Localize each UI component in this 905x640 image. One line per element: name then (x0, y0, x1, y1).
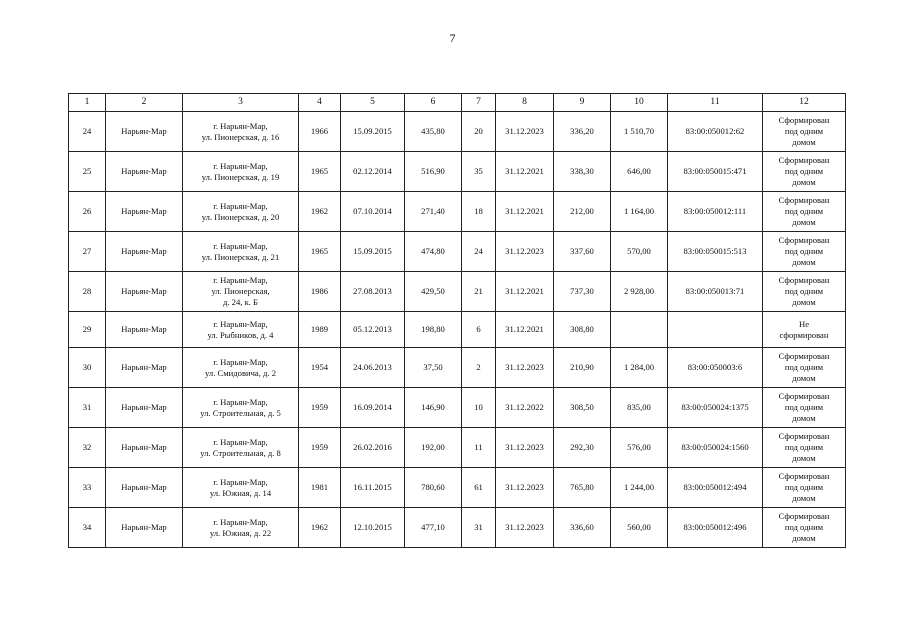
land-status-cell-line: домом (792, 217, 816, 227)
land-area-cell: 1 244,00 (611, 468, 668, 508)
land-status-cell-line: сформирован (779, 329, 829, 340)
build-year-cell: 1965 (299, 152, 341, 192)
land-status-cell-line: под одним (784, 246, 824, 256)
area-cell: 780,60 (405, 468, 462, 508)
row-number-cell: 27 (69, 232, 106, 272)
page-number: 7 (449, 31, 456, 45)
residents-count-cell: 6 (462, 312, 496, 348)
column-header: 9 (554, 94, 611, 112)
survey-date-cell: 26.02.2016 (341, 428, 405, 468)
cadastral-number-cell (668, 312, 763, 348)
land-status-cell-line: под одним (784, 402, 824, 412)
column-header: 8 (496, 94, 554, 112)
land-status-cell (763, 272, 846, 312)
address-cell-line: г. Нарьян-Мар, (213, 160, 268, 171)
column-header: 12 (763, 94, 846, 112)
land-status-cell-line: домом (792, 137, 816, 147)
address-cell-line: ул. Пионерская, д. 16 (201, 131, 280, 142)
column-header: 2 (106, 94, 183, 112)
address-cell-line: ул. Пионерская, д. 20 (201, 211, 280, 222)
land-status-cell-line: под одним (784, 522, 824, 532)
table-row (69, 428, 846, 468)
address-cell-line: ул. Строительная, д. 5 (200, 407, 281, 418)
land-area-cell: 835,00 (611, 388, 668, 428)
address-cell-line: ул. Пионерская, д. 21 (201, 251, 280, 262)
table-row (69, 348, 846, 388)
address-cell-line: г. Нарьян-Мар, (213, 200, 268, 211)
column-header: 11 (668, 94, 763, 112)
address-cell-line: г. Нарьян-Мар, (213, 436, 268, 447)
cadastral-number-cell: 83:00:050015:513 (668, 232, 763, 272)
build-year-cell: 1989 (299, 312, 341, 348)
survey-date-cell: 15.09.2015 (341, 232, 405, 272)
residents-count-cell: 35 (462, 152, 496, 192)
survey-date-cell: 02.12.2014 (341, 152, 405, 192)
land-status-cell-line: под одним (784, 166, 824, 176)
land-status-cell (763, 468, 846, 508)
table-row (69, 112, 846, 152)
land-area-cell (611, 312, 668, 348)
row-number-cell: 25 (69, 152, 106, 192)
planned-date-cell: 31.12.2023 (496, 348, 554, 388)
living-area-cell: 212,00 (554, 192, 611, 232)
survey-date-cell: 07.10.2014 (341, 192, 405, 232)
land-status-cell-line: под одним (784, 442, 824, 452)
land-status-cell-line: домом (792, 297, 816, 307)
land-status-cell-line: под одним (784, 286, 824, 296)
settlement-cell: Нарьян-Мар (106, 152, 183, 192)
table-row (69, 272, 846, 312)
address-cell (183, 508, 299, 548)
row-number-cell: 30 (69, 348, 106, 388)
area-cell: 429,50 (405, 272, 462, 312)
planned-date-cell: 31.12.2023 (496, 508, 554, 548)
land-area-cell: 1 164,00 (611, 192, 668, 232)
residents-count-cell: 31 (462, 508, 496, 548)
table-row (69, 192, 846, 232)
settlement-cell: Нарьян-Мар (106, 428, 183, 468)
living-area-cell: 308,50 (554, 388, 611, 428)
living-area-cell: 336,20 (554, 112, 611, 152)
land-status-cell-line: под одним (784, 482, 824, 492)
land-area-cell: 646,00 (611, 152, 668, 192)
settlement-cell: Нарьян-Мар (106, 232, 183, 272)
build-year-cell: 1959 (299, 388, 341, 428)
address-cell (183, 112, 299, 152)
column-header: 1 (69, 94, 106, 112)
survey-date-cell: 16.09.2014 (341, 388, 405, 428)
address-cell-line: д. 24, к. Б (223, 297, 258, 307)
land-status-cell-line: Сформирован (778, 351, 830, 361)
column-header: 10 (611, 94, 668, 112)
settlement-cell: Нарьян-Мар (106, 192, 183, 232)
land-status-cell (763, 348, 846, 388)
settlement-cell: Нарьян-Мар (106, 388, 183, 428)
residents-count-cell: 61 (462, 468, 496, 508)
row-number-cell: 31 (69, 388, 106, 428)
land-status-cell-line: Сформирован (778, 275, 830, 285)
land-status-cell-line: Сформирован (778, 235, 830, 245)
living-area-cell: 337,60 (554, 232, 611, 272)
land-status-cell-line: под одним (784, 126, 824, 136)
table-row (69, 468, 846, 508)
survey-date-cell: 15.09.2015 (341, 112, 405, 152)
address-cell-line: г. Нарьян-Мар, (213, 120, 268, 131)
address-cell-line: г. Нарьян-Мар, (213, 240, 268, 251)
land-status-cell-line: Не (798, 318, 810, 329)
land-status-cell-line: Сформирован (778, 195, 830, 205)
planned-date-cell: 31.12.2023 (496, 468, 554, 508)
living-area-cell: 737,30 (554, 272, 611, 312)
row-number-cell: 28 (69, 272, 106, 312)
table-row (69, 152, 846, 192)
residents-count-cell: 24 (462, 232, 496, 272)
land-status-cell-line: Сформирован (778, 471, 830, 481)
survey-date-cell: 27.08.2013 (341, 272, 405, 312)
address-cell-line: ул. Строительная, д. 8 (200, 447, 281, 458)
land-status-cell-line: домом (792, 257, 816, 267)
row-number-cell: 29 (69, 312, 106, 348)
area-cell: 474,80 (405, 232, 462, 272)
address-cell-line: г. Нарьян-Мар, (213, 396, 268, 407)
cadastral-number-cell: 83:00:050012:111 (668, 192, 763, 232)
land-status-cell (763, 232, 846, 272)
residents-count-cell: 20 (462, 112, 496, 152)
land-status-cell-line: под одним (784, 362, 824, 372)
land-status-cell-line: Сформирован (778, 115, 830, 125)
build-year-cell: 1959 (299, 428, 341, 468)
address-cell-line: ул. Смидовича, д. 2 (205, 367, 276, 378)
planned-date-cell: 31.12.2022 (496, 388, 554, 428)
column-header: 3 (183, 94, 299, 112)
address-cell-line: г. Нарьян-Мар, (213, 275, 268, 285)
land-status-cell-line: домом (792, 533, 816, 543)
residents-count-cell: 10 (462, 388, 496, 428)
land-status-cell-line: домом (792, 493, 816, 503)
survey-date-cell: 16.11.2015 (341, 468, 405, 508)
residents-count-cell: 2 (462, 348, 496, 388)
build-year-cell: 1954 (299, 348, 341, 388)
land-area-cell: 570,00 (611, 232, 668, 272)
settlement-cell: Нарьян-Мар (106, 272, 183, 312)
planned-date-cell: 31.12.2023 (496, 112, 554, 152)
land-status-cell-line: под одним (784, 206, 824, 216)
row-number-cell: 34 (69, 508, 106, 548)
address-cell (183, 312, 299, 348)
planned-date-cell: 31.12.2021 (496, 312, 554, 348)
row-number-cell: 24 (69, 112, 106, 152)
land-status-cell-line: домом (792, 177, 816, 187)
land-status-cell (763, 428, 846, 468)
settlement-cell: Нарьян-Мар (106, 312, 183, 348)
address-cell-line: ул. Пионерская, (211, 286, 270, 296)
table-header-row (69, 94, 846, 112)
cadastral-number-cell: 83:00:050015:471 (668, 152, 763, 192)
settlement-cell: Нарьян-Мар (106, 112, 183, 152)
address-cell (183, 428, 299, 468)
settlement-cell: Нарьян-Мар (106, 508, 183, 548)
planned-date-cell: 31.12.2021 (496, 152, 554, 192)
housing-registry-table (68, 93, 846, 548)
planned-date-cell: 31.12.2023 (496, 428, 554, 468)
land-status-cell-line: Сформирован (778, 431, 830, 441)
address-cell-line: г. Нарьян-Мар, (213, 476, 268, 487)
column-header: 5 (341, 94, 405, 112)
address-cell (183, 152, 299, 192)
cadastral-number-cell: 83:00:050013:71 (668, 272, 763, 312)
land-status-cell-line: домом (792, 413, 816, 423)
area-cell: 198,80 (405, 312, 462, 348)
address-cell-line: ул. Южная, д. 22 (209, 527, 272, 538)
area-cell: 477,10 (405, 508, 462, 548)
land-status-cell (763, 192, 846, 232)
land-area-cell: 560,00 (611, 508, 668, 548)
land-status-cell-line: домом (792, 453, 816, 463)
address-cell-line: г. Нарьян-Мар, (213, 318, 268, 329)
living-area-cell: 336,60 (554, 508, 611, 548)
row-number-cell: 26 (69, 192, 106, 232)
survey-date-cell: 24.06.2013 (341, 348, 405, 388)
land-status-cell (763, 508, 846, 548)
column-header: 6 (405, 94, 462, 112)
settlement-cell: Нарьян-Мар (106, 348, 183, 388)
residents-count-cell: 21 (462, 272, 496, 312)
address-cell (183, 272, 299, 312)
land-area-cell: 2 928,00 (611, 272, 668, 312)
planned-date-cell: 31.12.2021 (496, 272, 554, 312)
address-cell (183, 348, 299, 388)
area-cell: 146,90 (405, 388, 462, 428)
address-cell-line: ул. Пионерская, д. 19 (201, 171, 280, 182)
land-area-cell: 1 510,70 (611, 112, 668, 152)
cadastral-number-cell: 83:00:050024:1560 (668, 428, 763, 468)
row-number-cell: 32 (69, 428, 106, 468)
settlement-cell: Нарьян-Мар (106, 468, 183, 508)
table-body (69, 112, 846, 548)
address-cell (183, 468, 299, 508)
living-area-cell: 765,80 (554, 468, 611, 508)
build-year-cell: 1965 (299, 232, 341, 272)
area-cell: 37,50 (405, 348, 462, 388)
land-status-cell (763, 112, 846, 152)
address-cell-line: ул. Южная, д. 14 (209, 487, 272, 498)
area-cell: 271,40 (405, 192, 462, 232)
build-year-cell: 1966 (299, 112, 341, 152)
address-cell-line: ул. Рыбников, д. 4 (207, 329, 274, 340)
table-row (69, 312, 846, 348)
address-cell-line: г. Нарьян-Мар, (213, 356, 268, 367)
residents-count-cell: 18 (462, 192, 496, 232)
living-area-cell: 338,30 (554, 152, 611, 192)
column-header: 7 (462, 94, 496, 112)
build-year-cell: 1962 (299, 508, 341, 548)
land-status-cell (763, 152, 846, 192)
address-cell-line: г. Нарьян-Мар, (213, 516, 268, 527)
cadastral-number-cell: 83:00:050012:496 (668, 508, 763, 548)
area-cell: 192,00 (405, 428, 462, 468)
planned-date-cell: 31.12.2023 (496, 232, 554, 272)
land-area-cell: 576,00 (611, 428, 668, 468)
land-status-cell (763, 312, 846, 348)
land-status-cell-line: Сформирован (778, 391, 830, 401)
area-cell: 435,80 (405, 112, 462, 152)
build-year-cell: 1981 (299, 468, 341, 508)
row-number-cell: 33 (69, 468, 106, 508)
cadastral-number-cell: 83:00:050012:494 (668, 468, 763, 508)
survey-date-cell: 05.12.2013 (341, 312, 405, 348)
land-area-cell: 1 284,00 (611, 348, 668, 388)
table-row (69, 232, 846, 272)
planned-date-cell: 31.12.2021 (496, 192, 554, 232)
build-year-cell: 1962 (299, 192, 341, 232)
land-status-cell (763, 388, 846, 428)
cadastral-number-cell: 83:00:050012:62 (668, 112, 763, 152)
table-row (69, 388, 846, 428)
address-cell (183, 192, 299, 232)
address-cell (183, 232, 299, 272)
living-area-cell: 210,90 (554, 348, 611, 388)
table-row (69, 508, 846, 548)
area-cell: 516,90 (405, 152, 462, 192)
address-cell (183, 388, 299, 428)
build-year-cell: 1986 (299, 272, 341, 312)
land-status-cell-line: Сформирован (778, 155, 830, 165)
column-header: 4 (299, 94, 341, 112)
cadastral-number-cell: 83:00:050024:1375 (668, 388, 763, 428)
survey-date-cell: 12.10.2015 (341, 508, 405, 548)
cadastral-number-cell: 83:00:050003:6 (668, 348, 763, 388)
residents-count-cell: 11 (462, 428, 496, 468)
land-status-cell-line: Сформирован (778, 511, 830, 521)
land-status-cell-line: домом (792, 373, 816, 383)
living-area-cell: 308,80 (554, 312, 611, 348)
living-area-cell: 292,30 (554, 428, 611, 468)
